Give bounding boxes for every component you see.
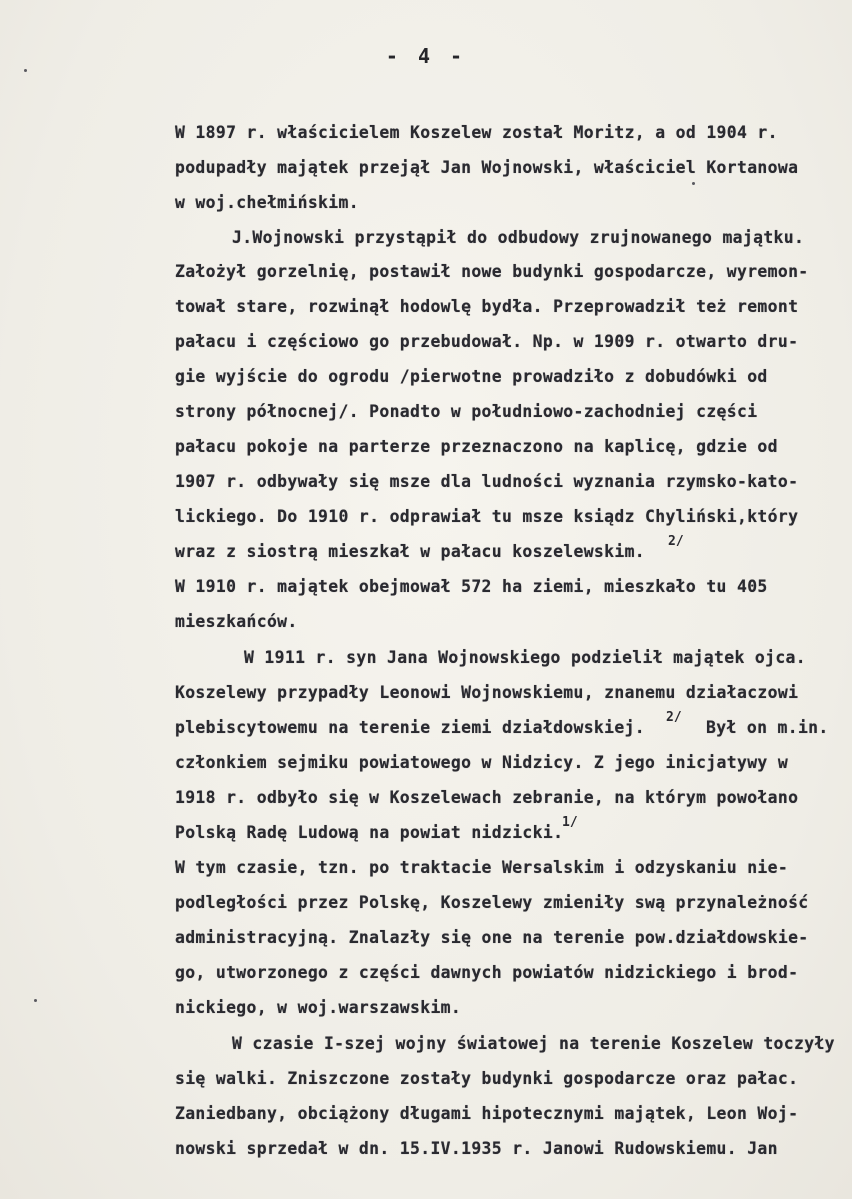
text-line: administracyjną. Znalazły się one na terenie pow.działdowskie-	[175, 928, 809, 947]
text-line: W 1911 r. syn Jana Wojnowskiego podzielił majątek ojca.	[244, 648, 806, 667]
text-line: w woj.chełmińskim.	[175, 193, 359, 212]
text-line: nickiego, w woj.warszawskim.	[175, 998, 462, 1017]
text-line: Zaniedbany, obciążony długami hipotecznymi majątek, Leon Woj-	[175, 1104, 799, 1123]
text-line-continuation: Był on m.in.	[706, 718, 829, 737]
text-line: pałacu pokoje na parterze przeznaczono na kaplicę, gdzie od	[175, 437, 778, 456]
text-line: członkiem sejmiku powiatowego w Nidzicy. Z jego inicjatywy w	[175, 753, 789, 772]
text-line: W czasie I-szej wojny światowej na terenie Koszelew toczyły	[232, 1034, 835, 1053]
footnote-marker: 2/	[666, 710, 682, 725]
text-line: Założył gorzelnię, postawił nowe budynki gospodarcze, wyremon-	[175, 262, 809, 281]
text-line: strony północnej/. Ponadto w południowo-zachodniej części	[175, 402, 758, 421]
page-number: - 4 -	[385, 44, 467, 68]
text-line: W 1897 r. właścicielem Koszelew został Moritz, a od 1904 r.	[175, 123, 778, 142]
text-line: podupadły majątek przejął Jan Wojnowski, właściciel Kortanowa	[175, 158, 799, 177]
text-line: go, utworzonego z części dawnych powiatów nidzickiego i brod-	[175, 963, 799, 982]
text-line: tował stare, rozwinął hodowlę bydła. Przeprowadził też remont	[175, 297, 799, 316]
footnote-marker: 2/	[668, 534, 684, 549]
footnote-marker: 1/	[562, 815, 578, 830]
text-line: Polską Radę Ludową na powiat nidzicki.	[175, 823, 564, 842]
text-line: mieszkańców.	[175, 612, 298, 631]
text-line: podległości przez Polskę, Koszelewy zmieniły swą przynależność	[175, 893, 809, 912]
text-line: W 1910 r. majątek obejmował 572 ha ziemi, mieszkało tu 405	[175, 577, 768, 596]
text-line: W tym czasie, tzn. po traktacie Wersalskim i odzyskaniu nie-	[175, 858, 789, 877]
text-line: J.Wojnowski przystąpił do odbudowy zrujnowanego majątku.	[232, 228, 805, 247]
text-line: nowski sprzedał w dn. 15.IV.1935 r. Janowi Rudowskiemu. Jan	[175, 1139, 778, 1158]
text-line: 1918 r. odbyło się w Koszelewach zebranie, na którym powołano	[175, 788, 799, 807]
text-line: 1907 r. odbywały się msze dla ludności wyznania rzymsko-kato-	[175, 472, 799, 491]
text-line: Koszelewy przypadły Leonowi Wojnowskiemu, znanemu działaczowi	[175, 683, 799, 702]
text-line: gie wyjście do ogrodu /pierwotne prowadziło z dobudówki od	[175, 367, 768, 386]
text-line: lickiego. Do 1910 r. odprawiał tu msze ksiądz Chyliński,który	[175, 507, 799, 526]
text-line: plebiscytowemu na terenie ziemi działdowskiej.	[175, 718, 646, 737]
scan-speck	[692, 182, 695, 185]
text-line: się walki. Zniszczone zostały budynki gospodarcze oraz pałac.	[175, 1069, 799, 1088]
text-line: wraz z siostrą mieszkał w pałacu koszelewskim.	[175, 542, 646, 561]
text-line: pałacu i częściowo go przebudował. Np. w 1909 r. otwarto dru-	[175, 332, 799, 351]
scan-speck	[24, 69, 27, 72]
scan-speck	[34, 999, 37, 1002]
